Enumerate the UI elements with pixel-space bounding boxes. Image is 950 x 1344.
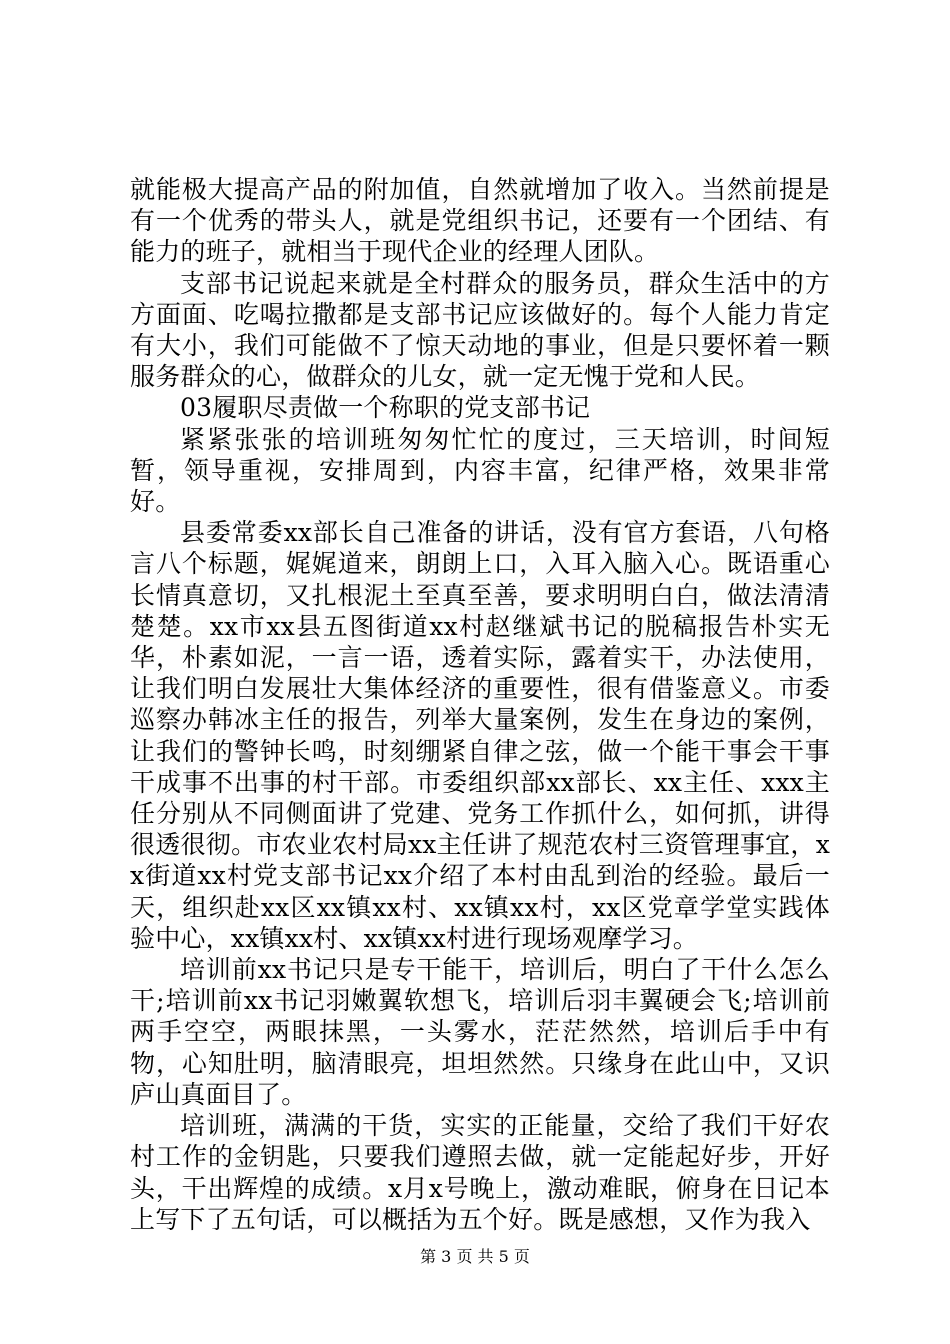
- document-body: [130, 174, 830, 1235]
- paragraph-2: 支部书记说起来就是全村群众的服务员，群众生活中的方方面面、吃喝拉撒都是支部书记应该做好的。每个人能力肯定有大小，我们可能做不了惊天动地的事业，但是只要怀着一颗服务群众的心，做群众的儿女，就一定无愧于党和人民。: [130, 268, 830, 392]
- paragraph-1: 就能极大提高产品的附加值，自然就增加了收入。当然前提是有一个优秀的带头人，就是党组织书记，还要有一个团结、有能力的班子，就相当于现代企业的经理人团队。: [130, 175, 830, 267]
- paragraph-6: 培训班，满满的干货，实实的正能量，交给了我们干好农村工作的金钥匙，只要我们遵照去做，就一定能起好步，开好头，干出辉煌的成绩。x月x号晚上，激动难眠，俯身在日记本上写下了五句话，可以概括为五个好。既是感想，又作为我入: [130, 1111, 830, 1234]
- paragraph-4: 县委常委xx部长自己准备的讲话，没有官方套语，八句格言八个标题，娓娓道来，朗朗上口，入耳入脑入心。既语重心长情真意切，又扎根泥土至真至善，要求明明白白，做法清清楚楚。xx市xx县五图街道xx村赵继斌书记的脱稿报告朴实无华，朴素如泥，一言一语，透着实际，露着实干，办法使用，让我们明白发展壮大集体经济的重要性，很有借鉴意义。市委巡察办韩冰主任的报告，列举大量案例，发生在身边的案例，让我们的警钟长鸣，时刻绷紧自律之弦，做一个能干事会干事干成事不出事的村干部。市委组织部xx部长、xx主任、xxx主任分别从不同侧面讲了党建、党务工作抓什么，如何抓，讲得很透很彻。市农业农村局xx主任讲了规范农村三资管理事宜，xx街道xx村党支部书记xx介绍了本村由乱到治的经验。最后一天，组织赴xx区xx镇xx村、xx镇xx村，xx区党章学堂实践体验中心，xx镇xx村、xx镇xx村进行现场观摩学习。: [130, 518, 830, 953]
- page-number-footer: 第 3 页 共 5 页: [420, 1247, 530, 1266]
- paragraph-5: 培训前xx书记只是专干能干，培训后，明白了干什么怎么干;培训前xx书记羽嫩翼软想飞，培训后羽丰翼硬会飞;培训前两手空空，两眼抹黑，一头雾水，茫茫然然，培训后手中有物，心知肚明，脑清眼亮，坦坦然然。只缘身在此山中，又识庐山真面目了。: [130, 955, 830, 1109]
- paragraph-3: 紧紧张张的培训班匆匆忙忙的度过，三天培训，时间短暂，领导重视，安排周到，内容丰富，纪律严格，效果非常好。: [130, 424, 830, 517]
- section-heading: 03履职尽责做一个称职的党支部书记: [180, 393, 591, 423]
